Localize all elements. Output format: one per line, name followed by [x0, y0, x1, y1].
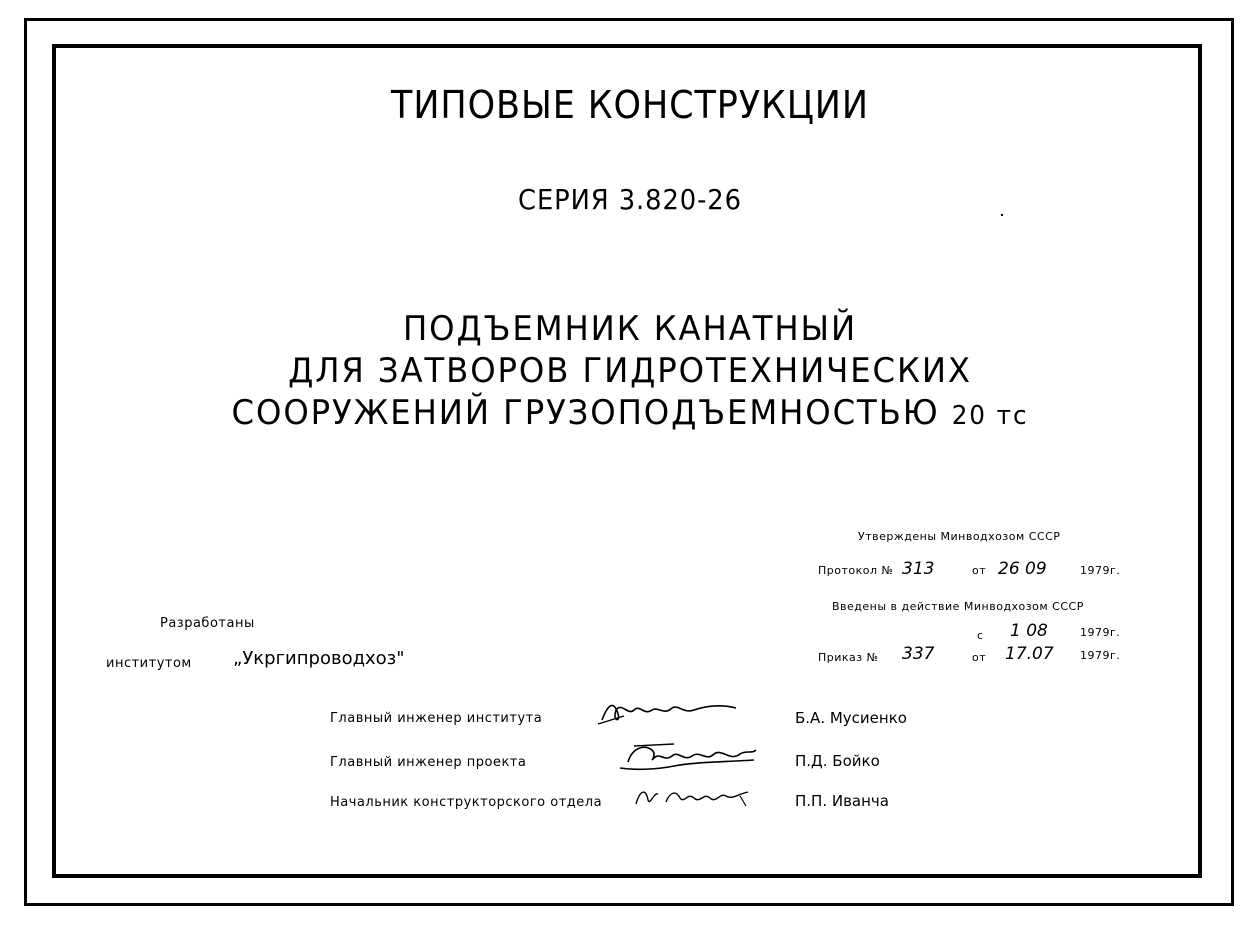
series-number: СЕРИЯ 3.820-26 [518, 183, 742, 216]
stray-dot [1001, 214, 1003, 216]
order-label: Приказ № [818, 651, 879, 664]
role-head-design-dept: Начальник конструкторского отдела [330, 795, 603, 810]
intro-year: 1979г. [1080, 626, 1121, 639]
intro-date: 1 08 [1010, 621, 1048, 641]
name-boyko: П.Д. Бойко [795, 752, 880, 770]
order-date: 17.07 [1005, 644, 1054, 664]
introduced: Введены в действие Минводхозом СССР [832, 600, 1084, 613]
name-line-3 [32, 393, 1229, 433]
protocol-from: от [972, 564, 987, 577]
order-year: 1979г. [1080, 649, 1121, 662]
name-line-1: ПОДЪЕМНИК КАНАТНЫЙ [402, 309, 858, 349]
signature-boyko [614, 740, 764, 776]
capacity: 20 тс [951, 401, 1029, 431]
name-line-2: ДЛЯ ЗАТВОРОВ ГИДРОТЕХНИЧЕСКИХ [288, 351, 972, 391]
order-from: от [972, 651, 987, 664]
signature-ivancha [630, 782, 760, 812]
name-line-3-text: СООРУЖЕНИЙ ГРУЗОПОДЪЕМНОСТЬЮ [231, 393, 940, 433]
role-chief-engineer-project: Главный инженер проекта [330, 755, 527, 770]
institute-name: „Укргипроводхоз" [233, 648, 405, 669]
signature-musienko [594, 696, 744, 728]
approved-by: Утверждены Минводхозом СССР [858, 530, 1061, 543]
doc-title: ТИПОВЫЕ КОНСТРУКЦИИ [391, 83, 869, 127]
developed-by-label: институтом [106, 656, 192, 671]
name-ivancha: П.П. Иванча [795, 792, 889, 810]
name-musienko: Б.А. Мусиенко [795, 709, 907, 727]
protocol-number: 313 [902, 559, 935, 579]
order-number: 337 [902, 644, 935, 664]
protocol-date: 26 09 [998, 559, 1047, 579]
protocol-label: Протокол № [818, 564, 894, 577]
role-chief-engineer-institute: Главный инженер института [330, 711, 543, 726]
developed-label: Разработаны [160, 616, 255, 631]
protocol-year: 1979г. [1080, 564, 1121, 577]
intro-from: с [977, 629, 984, 642]
